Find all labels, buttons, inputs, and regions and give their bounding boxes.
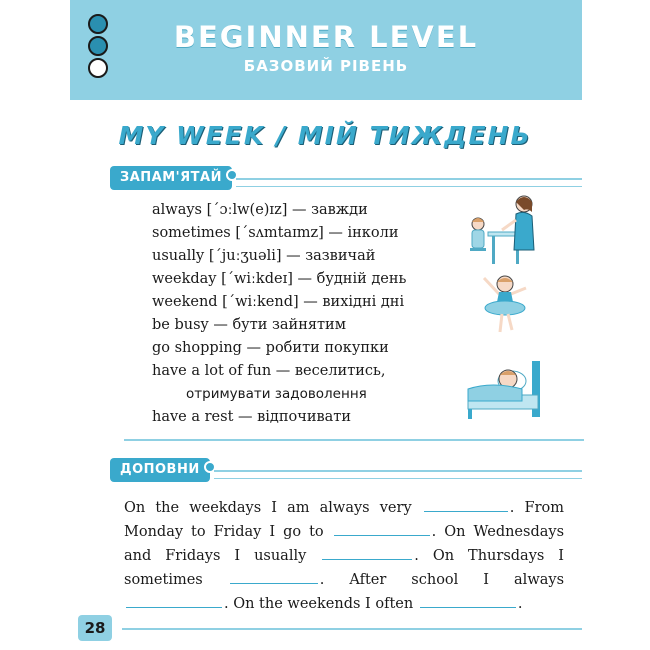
exercise-text: . On Wednesdays and Fridays I usually	[124, 524, 565, 564]
footer-divider	[122, 628, 582, 630]
page-number: 28	[78, 615, 112, 641]
vocab-item: be busy — бути зайнятим	[152, 317, 346, 333]
page-heading: MY WEEK / МІЙ ТИЖДЕНЬ	[118, 121, 532, 150]
level-dot-filled-icon	[88, 14, 108, 34]
section-divider	[236, 178, 582, 180]
section-divider	[124, 439, 584, 441]
mother-child-illustration	[458, 190, 548, 270]
vocab-item: sometimes [ˊsʌmtaɪmz] — інколи	[152, 225, 399, 241]
vocab-item: go shopping — робити покупки	[152, 340, 389, 356]
level-dot-empty-icon	[88, 58, 108, 78]
remember-tag: ЗАПАМ'ЯТАЙ	[110, 166, 232, 190]
answer-blank[interactable]	[424, 510, 508, 512]
vocab-item-continuation: отримувати задоволення	[186, 386, 367, 402]
dancing-girl-illustration	[470, 270, 540, 340]
sleeping-child-illustration	[462, 355, 552, 425]
answer-blank[interactable]	[230, 582, 318, 584]
vocabulary-list	[152, 199, 452, 429]
exercise-text: . On Thursdays I sometimes	[124, 548, 565, 588]
exercise-text: On the weekdays I am always very	[124, 500, 412, 516]
exercise-text: .	[517, 596, 523, 612]
vocab-item: weekday [ˊwiːkdeɪ] — будній день	[152, 271, 407, 287]
level-dot-filled-icon	[88, 36, 108, 56]
section-divider	[214, 478, 582, 479]
answer-blank[interactable]	[126, 606, 222, 608]
vocab-item: weekend [ˊwiːkend] — вихідні дні	[152, 294, 405, 310]
answer-blank[interactable]	[322, 558, 412, 560]
fill-in-exercise	[124, 496, 564, 616]
exercise-text: . After school I always	[319, 572, 565, 588]
section-divider	[214, 470, 582, 472]
level-header	[70, 0, 582, 100]
answer-blank[interactable]	[420, 606, 516, 608]
answer-blank[interactable]	[334, 534, 430, 536]
vocab-item: have a lot of fun — веселитись,	[152, 363, 386, 379]
level-subtitle: БАЗОВИЙ РІВЕНЬ	[243, 57, 409, 75]
level-title: BEGINNER LEVEL	[173, 20, 479, 54]
complete-tag: ДОПОВНИ	[110, 458, 210, 482]
level-indicator	[88, 14, 108, 80]
section-divider	[236, 186, 582, 187]
vocab-item: have a rest — відпочивати	[152, 409, 351, 425]
exercise-text: . From Monday to Friday I go to	[124, 500, 565, 540]
vocab-item: usually [ˊjuːʒuəli] — зазвичай	[152, 248, 376, 264]
vocab-item: always [ˊɔːlw(e)ɪz] — завжди	[152, 202, 368, 218]
exercise-text: . On the weekends I often	[224, 596, 414, 612]
